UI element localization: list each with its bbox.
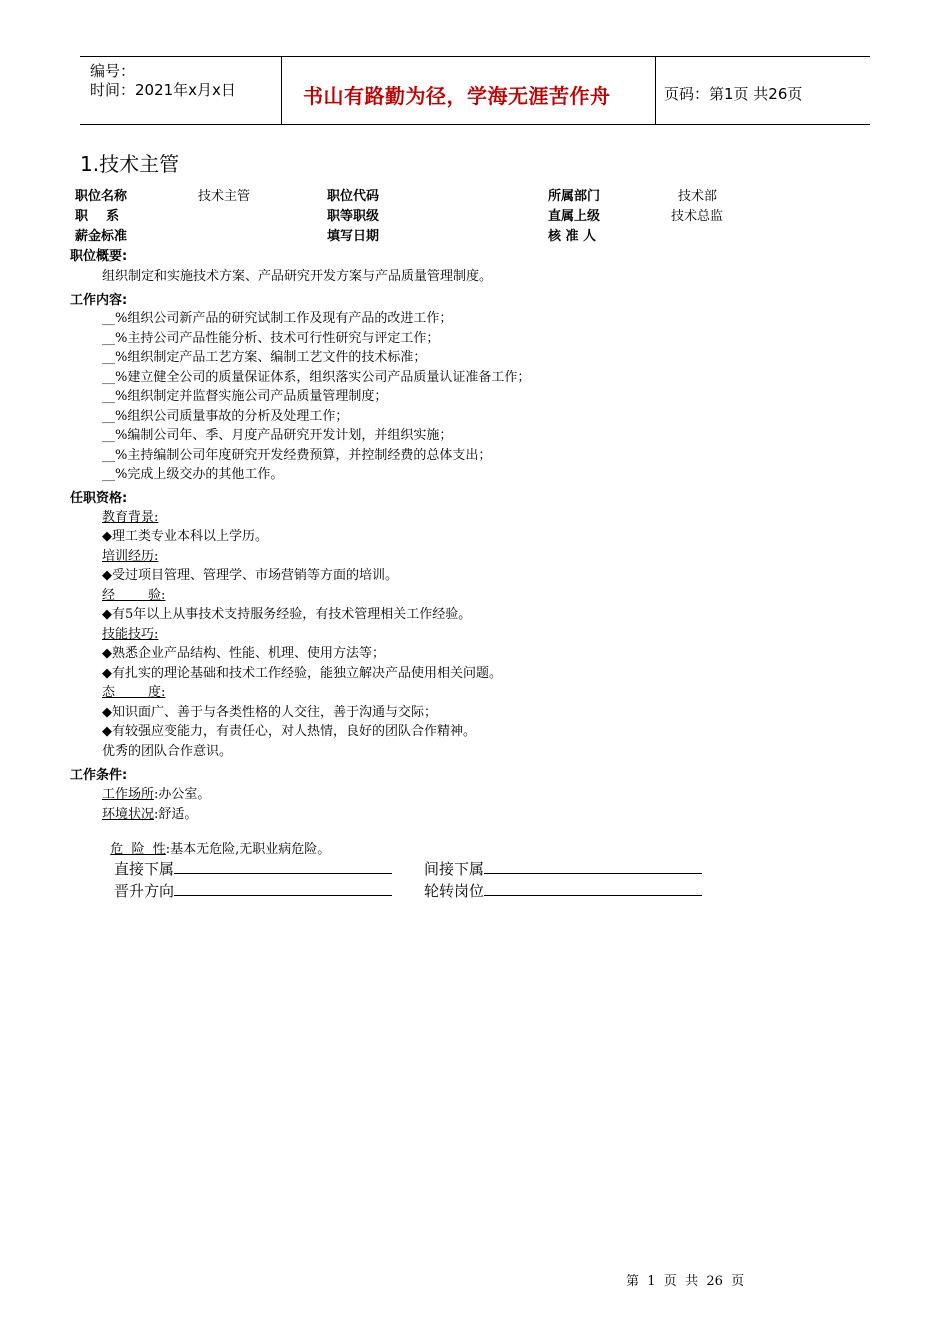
education-text: ◆理工类专业本科以上学历。 <box>102 529 268 544</box>
approver-label: 核 准 人 <box>548 229 597 244</box>
header-number-label: 编号： <box>90 62 136 80</box>
work-item: __%主持编制公司年度研究开发经费预算，并控制经费的总体支出； <box>102 448 492 463</box>
skills-text: ◆有扎实的理论基础和技术工作经验，能独立解决产品使用相关问题。 <box>102 666 502 681</box>
direct-subordinate-blank[interactable] <box>174 859 392 874</box>
skills-label: 技能技巧: <box>102 627 159 642</box>
superior-value: 技术总监 <box>671 209 724 224</box>
attitude-text: 优秀的团队合作意识。 <box>102 744 233 759</box>
work-item: __%组织公司质量事故的分析及处理工作； <box>102 409 349 424</box>
header-time: 时间：2021年x月x日 <box>90 81 236 99</box>
condition-environment <box>102 803 197 822</box>
experience-label: 经 验: <box>102 588 166 603</box>
date-label: 填写日期 <box>327 229 380 244</box>
work-item: __%组织制定产品工艺方案、编制工艺文件的技术标准； <box>102 350 427 365</box>
superior-label: 直属上级 <box>548 209 601 224</box>
attitude-text: ◆有较强应变能力，有责任心，对人热情，良好的团队合作精神。 <box>102 724 476 739</box>
header-divider-left <box>281 56 282 125</box>
conditions-heading: 工作条件: <box>70 768 128 783</box>
qualification-heading: 任职资格: <box>70 491 128 506</box>
page-title: 1.技术主管 <box>80 152 180 176</box>
condition-place <box>102 783 210 802</box>
work-item: __%组织公司新产品的研究试制工作及现有产品的改进工作； <box>102 311 453 326</box>
condition-risk <box>102 823 330 857</box>
work-item: __%组织制定并监督实施公司产品质量管理制度； <box>102 389 388 404</box>
direct-subordinate-label: 直接下属 <box>114 860 175 878</box>
header-page-info: 页码：第1页 共26页 <box>664 85 803 103</box>
position-code-label: 职位代码 <box>327 189 380 204</box>
work-item: __%主持公司产品性能分析、技术可行性研究与评定工作； <box>102 331 440 346</box>
grade-label: 职等职级 <box>327 209 380 224</box>
rotation-row <box>424 880 702 901</box>
header-divider-right <box>655 56 656 125</box>
experience-text: ◆有5年以上从事技术支持服务经验，有技术管理相关工作经验。 <box>102 607 472 622</box>
position-name-value: 技术主管 <box>198 189 251 204</box>
work-item: __%完成上级交办的其他工作。 <box>102 467 284 482</box>
series-label: 职 系 <box>75 209 120 224</box>
salary-label: 薪金标准 <box>75 229 128 244</box>
education-label: 教育背景: <box>102 510 159 525</box>
header-bottom-rule <box>80 124 870 125</box>
promotion-blank[interactable] <box>174 881 392 896</box>
risk-label: 危 险 性 <box>110 842 166 857</box>
work-item: __%编制公司年、季、月度产品研究开发计划，并组织实施； <box>102 428 453 443</box>
rotation-blank[interactable] <box>484 881 702 896</box>
footer-page-number: 第 1 页 共 26 页 <box>626 1274 745 1289</box>
overview-heading: 职位概要: <box>70 249 128 264</box>
work-item: __%建立健全公司的质量保证体系，组织落实公司产品质量认证准备工作； <box>102 370 531 385</box>
indirect-subordinate-label: 间接下属 <box>424 860 485 878</box>
overview-text: 组织制定和实施技术方案、产品研究开发方案与产品质量管理制度。 <box>102 269 493 284</box>
skills-text: ◆熟悉企业产品结构、性能、机理、使用方法等； <box>102 646 385 661</box>
promotion-row <box>114 880 392 901</box>
attitude-label: 态 度: <box>102 685 166 700</box>
attitude-text: ◆知识面广、善于与各类性格的人交往，善于沟通与交际； <box>102 705 437 720</box>
rotation-label: 轮转岗位 <box>424 882 485 900</box>
environment-value: :舒适。 <box>154 807 198 822</box>
place-value: :办公室。 <box>154 787 211 802</box>
department-value: 技术部 <box>678 189 718 204</box>
department-label: 所属部门 <box>548 189 601 204</box>
risk-value: :基本无危险,无职业病危险。 <box>165 842 331 857</box>
header-motto: 书山有路勤为径，学海无涯苦作舟 <box>303 84 611 108</box>
promotion-label: 晋升方向 <box>114 882 175 900</box>
indirect-subordinate-blank[interactable] <box>484 859 702 874</box>
environment-label: 环境状况 <box>102 807 155 822</box>
direct-subordinate-row <box>114 858 392 879</box>
place-label: 工作场所 <box>102 787 155 802</box>
indirect-subordinate-row <box>424 858 702 879</box>
header-top-rule <box>80 56 870 57</box>
training-text: ◆受过项目管理、管理学、市场营销等方面的培训。 <box>102 568 398 583</box>
work-content-heading: 工作内容: <box>70 293 128 308</box>
training-label: 培训经历: <box>102 549 159 564</box>
position-name-label: 职位名称 <box>75 189 128 204</box>
